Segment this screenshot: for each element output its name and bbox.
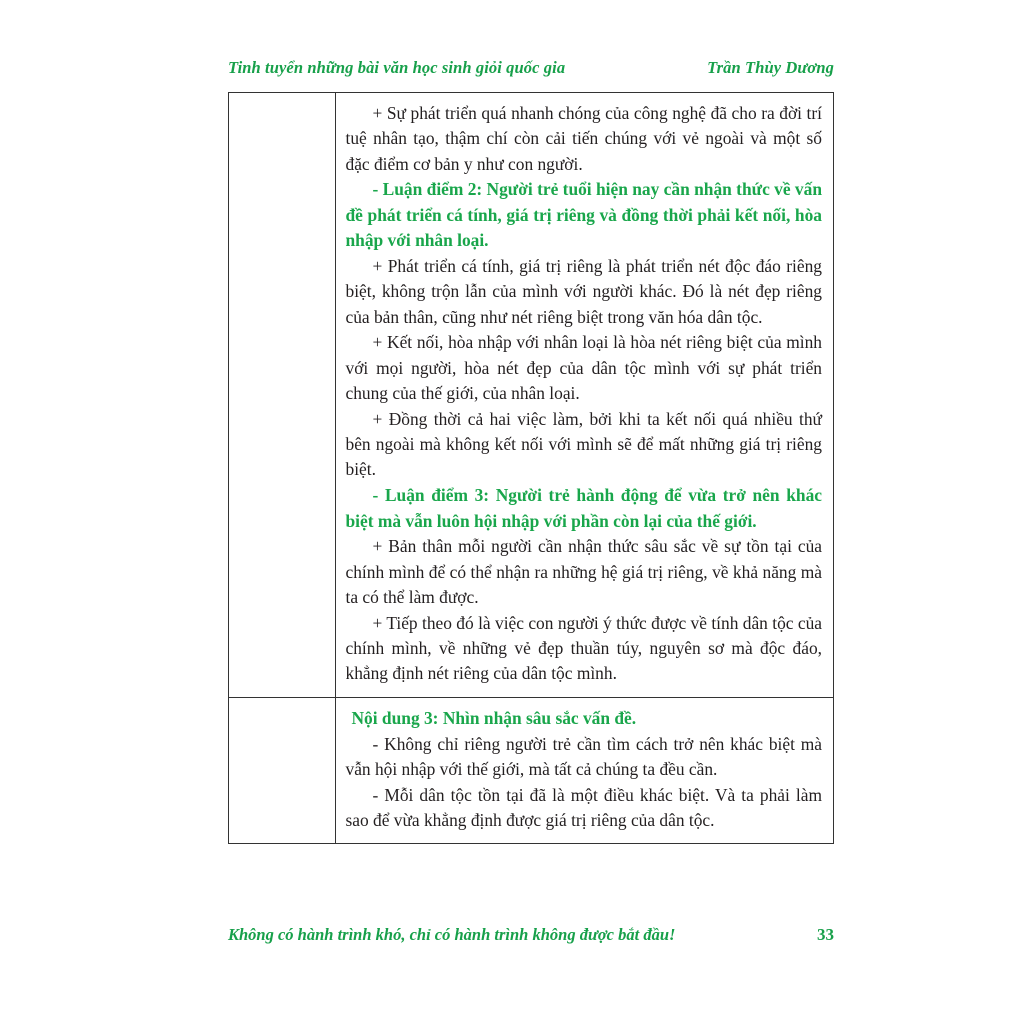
- table-row: [229, 93, 834, 698]
- paragraph: - Không chỉ riêng người trẻ cần tìm cách trở nên khác biệt mà vẫn hội nhập với thế giới, mà tất cả chúng ta đều cần.: [345, 733, 822, 779]
- page-footer: [228, 925, 834, 945]
- author-name: Trần Thùy Dương: [707, 58, 834, 77]
- paragraph: + Sự phát triển quá nhanh chóng của công nghệ đã cho ra đời trí tuệ nhân tạo, thậm chí còn cải tiến chúng với vẻ ngoài và một số đặc điểm cơ bản y như con người.: [345, 103, 822, 174]
- paragraph: + Đồng thời cả hai việc làm, bởi khi ta kết nối quá nhiều thứ bên ngoài mà không kết nối với mình sẽ để mất những giá trị riêng biệt.: [345, 408, 822, 480]
- main-content-cell: [335, 93, 834, 698]
- footer-motto: Không có hành trình khó, chỉ có hành trình không được bắt đầu!: [228, 925, 676, 944]
- main-content-cell: [335, 697, 834, 844]
- left-margin-cell: [229, 93, 336, 698]
- content-table: [228, 92, 834, 844]
- left-margin-cell: [229, 697, 336, 844]
- paragraph: + Tiếp theo đó là việc con người ý thức được về tính dân tộc của chính mình, về những vẻ đẹp thuần túy, nguyên sơ mà độc đáo, khẳng định nét riêng của dân tộc mình.: [345, 612, 822, 684]
- page-number: 33: [817, 925, 834, 944]
- noi-dung-3-heading: Nội dung 3: Nhìn nhận sâu sắc vấn đề.: [351, 707, 637, 728]
- paragraph: + Kết nối, hòa nhập với nhân loại là hòa nét riêng biệt của mình với mọi người, hòa nét đẹp của dân tộc mình với sự phát triển chung của thế giới, của nhân loại.: [345, 332, 822, 403]
- luan-diem-3-heading: - Luận điểm 3: Người trẻ hành động để vừa trở nên khác biệt mà vẫn luôn hội nhập với phần còn lại của thế giới.: [345, 485, 822, 531]
- paragraph: + Bản thân mỗi người cần nhận thức sâu sắc về sự tồn tại của chính mình để có thể nhận ra những hệ giá trị riêng, về khả năng mà ta có thể làm được.: [345, 536, 822, 607]
- luan-diem-2-heading: - Luận điểm 2: Người trẻ tuổi hiện nay cần nhận thức về vấn đề phát triển cá tính, giá trị riêng và đồng thời phải kết nối, hòa nhập với nhân loại.: [345, 179, 822, 251]
- paragraph: - Mỗi dân tộc tồn tại đã là một điều khác biệt. Và ta phải làm sao để vừa khẳng định được giá trị riêng của dân tộc.: [345, 784, 822, 830]
- running-head: [228, 58, 834, 78]
- paragraph: + Phát triển cá tính, giá trị riêng là phát triển nét độc đáo riêng biệt, không trộn lẫn của mình với người khác. Đó là nét đẹp riêng của bản thân, cũng như nét riêng biệt trong văn hóa dân tộc.: [345, 255, 822, 327]
- table-row: [229, 697, 834, 844]
- book-title: Tinh tuyển những bài văn học sinh giỏi quốc gia: [228, 58, 566, 77]
